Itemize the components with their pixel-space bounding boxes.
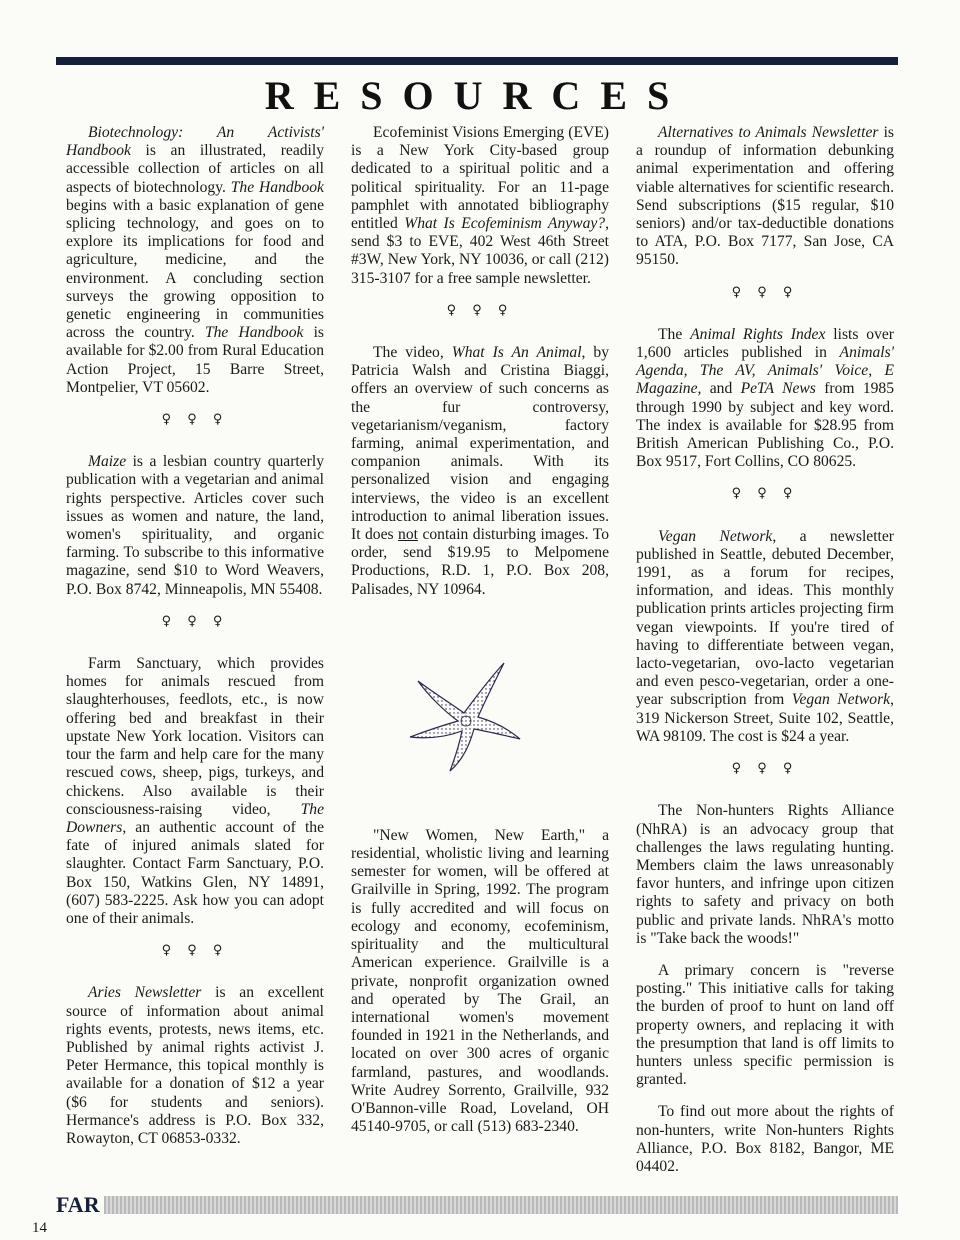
header-rule	[56, 57, 898, 65]
page-title: RESOURCES	[264, 73, 690, 118]
separator-ornament: ♀ ♀ ♀	[161, 412, 229, 428]
article-vegan-network: Vegan Network, a newsletter published in Seattle, debuted December, 1991, as a forum for recipes, information, and ideas. This monthly publication prints articles projecting firm vegan viewpoints. If you're tired of having to differentiate between vegan, lacto-vegetarian, ovo-lacto vegetarian and even pesco-vegetarian, order a one-year subscription from Vegan Network, 319 Nickerson Street, Suite 102, Seattle, WA 98109. The cost is $24 a year.	[636, 527, 894, 745]
article-reverse-posting: A primary concern is "reverse posting." This initiative calls for taking the burden of proof to hunt on land off property owners, and replacing it with the presumption that land is off limits to hunters unless specific permission is granted.	[636, 961, 894, 1089]
article-ecofeminist-visions: Ecofeminist Visions Emerging (EVE) is a New York City-based group dedicated to a spiritual politic and a political spirituality. For an 11-page pamphlet with annotated bibliography entitled What Is Ecofeminism Anyway?, send $3 to EVE, 402 West 46th Street #3W, New York, NY 10036, or call (212) 315-3107 for a free sample newsletter.	[351, 124, 609, 287]
separator-ornament: ♀ ♀ ♀	[161, 613, 229, 629]
column-2	[351, 124, 609, 1150]
column-1	[66, 124, 324, 1162]
article-alternatives-to-animals: Alternatives to Animals Newsletter is a roundup of information debunking animal experimentation and offering viable alternatives for scientific research. Send subscriptions ($15 regular, $10 seniors) and/or tax-deductible donations to ATA, P.O. Box 7177, San Jose, CA 95150.	[636, 124, 894, 269]
article-biotechnology-handbook: Biotechnology: An Activists' Handbook is an illustrated, readily accessible collection of articles on all aspects of biotechnology. The Handbook begins with a basic explanation of gene splicing technology, and goes on to explore its implications for food and agriculture, medicine, and the environment. A concluding section surveys the growing opposition to genetic engineering in communities across the country. The Handbook is available for $2.00 from Rural Education Action Project, 15 Barre Street, Montpelier, VT 05602.	[66, 124, 324, 396]
footer-logo: FAR	[56, 1193, 104, 1217]
separator-ornament: ♀ ♀ ♀	[731, 761, 799, 777]
article-new-women-new-earth: "New Women, New Earth," a residential, wholistic living and learning semester for women, will be offered at Grailville in Spring, 1992. The program is fully accredited and will focus on ecology and economy, ecofeminism, spirituality and the multicultural American experience. Grailville is a private, nonprofit organization owned and operated by The Grail, an international women's movement founded in 1921 in the Netherlands, and located on over 300 acres of organic farmland, pastures, and woodlands. Write Audrey Sorrento, Grailville, 932 O'Bannon-ville Road, Loveland, OH 45140-9705, or call (513) 683-2340.	[351, 826, 609, 1136]
column-3	[636, 124, 894, 1190]
article-non-hunters-contact: To find out more about the rights of non-hunters, write Non-hunters Rights Alliance, P.O. Box 8182, Bangor, ME 04402.	[636, 1103, 894, 1175]
article-maize: Maize is a lesbian country quarterly publication with a vegetarian and animal rights perspective. Articles cover such issues as women and nature, the land, women's spirituality, and organic farming. To subscribe to this informative magazine, send $10 to Word Weavers, P.O. Box 8742, Minneapolis, MN 55408.	[66, 453, 324, 598]
separator-ornament: ♀ ♀ ♀	[161, 943, 229, 959]
separator-ornament: ♀ ♀ ♀	[446, 302, 514, 318]
article-farm-sanctuary: Farm Sanctuary, which provides homes for animals rescued from slaughterhouses, feedlots, etc., is now offering bed and breakfast in their upstate New York location. Visitors can tour the farm and help care for the many rescued cows, sheep, pigs, turkeys, and chickens. Also available is their consciousness-raising video, The Downers, an authentic account of the fate of injured animals slated for slaughter. Contact Farm Sanctuary, P.O. Box 150, Watkins Glen, NY 14891, (607) 583-2225. Ask how you can adopt one of their animals.	[66, 655, 324, 927]
separator-ornament: ♀ ♀ ♀	[731, 486, 799, 502]
article-aries-newsletter: Aries Newsletter is an excellent source of information about animal rights events, protests, news items, etc. Published by animal rights activist J. Peter Hermance, this topical monthly is available for a donation of $12 a year ($6 for students and seniors). Hermance's address is P.O. Box 332, Rowayton, CT 06853-0332.	[66, 984, 325, 1147]
article-what-is-an-animal: The video, What Is An Animal, by Patricia Walsh and Cristina Biaggi, offers an overview of such concerns as the fur controversy, vegetarianism/veganism, factory farming, animal experimentation, and companion animals. With its personalized vision and engaging interviews, the video is an excellent introduction to animal liberation issues. It does not contain disturbing images. To order, send $19.95 to Melpomene Productions, R.D. 1, P.O. Box 208, Palisades, NY 10964.	[351, 344, 609, 598]
page-number: 14	[32, 1220, 47, 1236]
article-animal-rights-index: The Animal Rights Index lists over 1,600 articles published in Animals' Agenda, The AV, Animals' Voice, E Magazine, and PeTA News from 1985 through 1990 by subject and key word. The index is available for $28.95 from British American Publishing Co., P.O. Box 9517, Fort Collins, CO 80625.	[636, 325, 895, 471]
article-non-hunters-alliance: The Non-hunters Rights Alliance (NhRA) is an advocacy group that challenges the laws regulating hunting. Members claim the laws unreasonably favor hunters, and infringe upon citizen rights to safety and privacy on both public and private lands. NhRA's motto is "Take back the woods!"	[636, 802, 894, 947]
separator-ornament: ♀ ♀ ♀	[731, 284, 799, 300]
starfish-illustration	[404, 655, 524, 775]
footer-bar	[56, 1196, 898, 1214]
